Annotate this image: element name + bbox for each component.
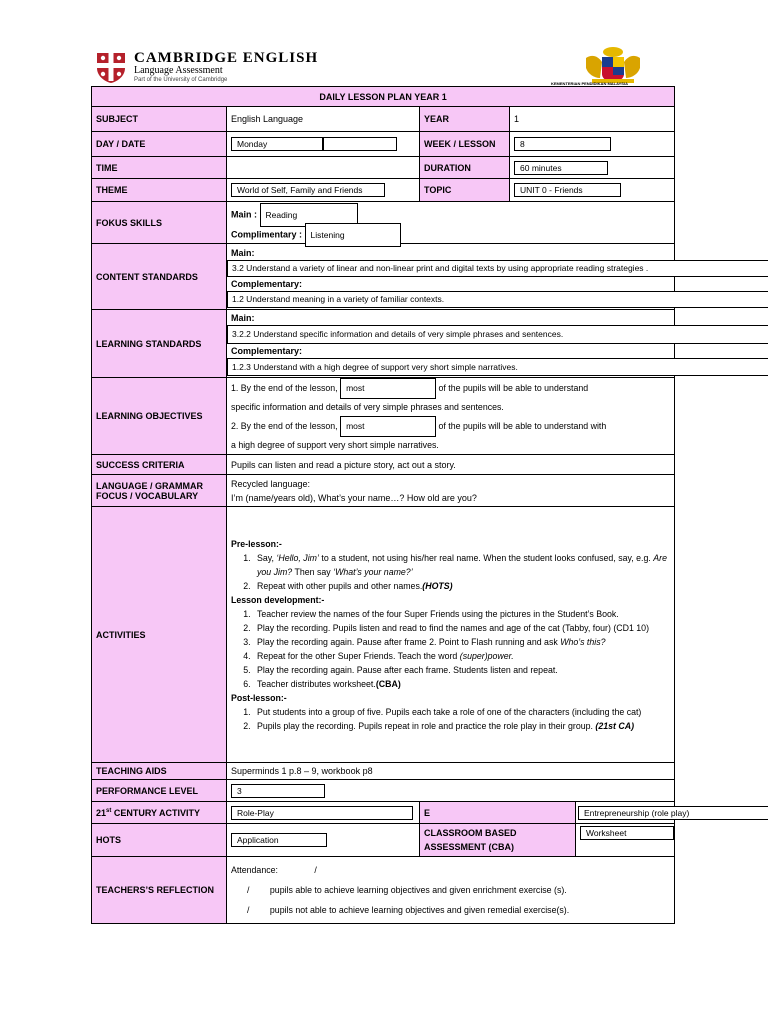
- reflection-label: TEACHERS’S REFLECTION: [92, 857, 227, 924]
- topic-value: UNIT 0 - Friends: [514, 183, 621, 197]
- performance-row: [92, 780, 675, 802]
- attendance-separator: /: [314, 865, 317, 875]
- development-item: 3. Play the recording again. Pause after frame 2. Point to Flash running and ask Who’s this?: [253, 635, 670, 649]
- day-label: DAY / DATE: [92, 132, 227, 157]
- performance-cell: [227, 780, 675, 802]
- pre-lesson-item: 2. Repeat with other pupils and other names.(HOTS): [253, 579, 670, 593]
- duration-cell: [510, 157, 675, 179]
- content-standards-cell: [227, 244, 675, 310]
- week-label: WEEK / LESSON: [420, 132, 510, 157]
- content-comp-value: 1.2 Understand meaning in a variety of familiar contexts.: [227, 291, 768, 308]
- time-row: [92, 157, 675, 179]
- post-lesson-item: 1. Put students into a group of five. Pupils each take a role of one of the characters (including the cat): [253, 705, 670, 719]
- post-lesson-list: [231, 705, 670, 733]
- crest-caption: KEMENTERIAN PENDIDIKAN MALAYSIA: [551, 81, 628, 86]
- content-standards-label: CONTENT STANDARDS: [92, 244, 227, 310]
- theme-label: THEME: [92, 179, 227, 202]
- content-comp-label: Complementary:: [231, 278, 303, 289]
- pre-lesson-label: Pre-lesson:-: [231, 538, 282, 549]
- lesson-development-label: Lesson development:-: [231, 594, 325, 605]
- theme-cell: [227, 179, 420, 202]
- subject-row: [92, 107, 675, 132]
- obj1-post: of the pupils will be able to understand: [438, 382, 589, 393]
- obj1-box: most: [340, 378, 436, 399]
- century-cell: [227, 802, 420, 824]
- content-main-label: Main:: [231, 247, 255, 258]
- century-row: [92, 802, 675, 824]
- ee-value: Entrepreneurship (role play): [578, 806, 768, 820]
- subject-label: SUBJECT: [92, 107, 227, 132]
- week-value: 8: [514, 137, 611, 151]
- learning-main-value: 3.2.2 Understand specific information and details of very simple phrases and sentences.: [227, 325, 768, 344]
- learning-comp-label: Complementary:: [231, 346, 303, 356]
- logo-title: CAMBRIDGE ENGLISH: [134, 50, 319, 66]
- day-row: [92, 132, 675, 157]
- language-row: [92, 475, 675, 507]
- learning-main-label: Main:: [231, 313, 255, 323]
- theme-row: [92, 179, 675, 202]
- fokus-main-value: Reading: [260, 203, 358, 227]
- teaching-aids-label: TEACHING AIDS: [92, 763, 227, 780]
- success-label: SUCCESS CRITERIA: [92, 455, 227, 475]
- objectives-label: LEARNING OBJECTIVES: [92, 378, 227, 455]
- fokus-label: FOKUS SKILLS: [92, 202, 227, 244]
- cba-label: CLASSROOM BASED ASSESSMENT (CBA): [420, 824, 576, 857]
- activities-label: ACTIVITIES: [92, 507, 227, 763]
- reflection-1-separator: /: [247, 885, 250, 895]
- lesson-plan-table: [91, 86, 690, 924]
- plan-title: DAILY LESSON PLAN YEAR 1: [92, 87, 675, 107]
- activities-row: [92, 507, 675, 763]
- day-cell: [227, 132, 420, 157]
- fokus-main-label: Main :: [231, 208, 257, 219]
- reflection-2-separator: /: [247, 905, 250, 915]
- post-lesson-label: Post-lesson:-: [231, 692, 287, 703]
- date-box: [323, 137, 397, 151]
- obj1-line2: specific information and details of very simple phrases and sentences.: [231, 402, 504, 412]
- duration-value: 60 minutes: [514, 161, 608, 175]
- language-cell: [227, 475, 675, 507]
- success-value: Pupils can listen and read a picture story, act out a story.: [227, 455, 675, 475]
- learning-comp-value: 1.2.3 Understand with a high degree of support very short simple narratives.: [227, 358, 768, 376]
- obj1-pre: 1. By the end of the lesson,: [231, 382, 338, 393]
- theme-value: World of Self, Family and Friends: [231, 183, 385, 197]
- hots-value: Application: [231, 833, 327, 847]
- performance-label: PERFORMANCE LEVEL: [92, 780, 227, 802]
- content-standards-row: [92, 244, 675, 310]
- learning-standards-row: [92, 310, 675, 378]
- fokus-comp-value: Listening: [305, 223, 401, 247]
- time-value: [227, 157, 420, 179]
- development-item: 1. Teacher review the names of the four Super Friends using the pictures in the Student’s Book.: [253, 607, 670, 621]
- attendance-label: Attendance:: [231, 865, 278, 875]
- reflection-2-text: pupils not able to achieve learning objectives and given remedial exercise(s).: [269, 905, 570, 915]
- ee-cell: [576, 802, 690, 824]
- performance-value: 3: [231, 784, 325, 798]
- fokus-cell: [227, 202, 675, 244]
- reflection-row: [92, 857, 675, 924]
- development-item: 2. Play the recording. Pupils listen and read to find the names and age of the cat (Tabby, four) (CD1 10): [253, 621, 670, 635]
- logo-tagline: Part of the University of Cambridge: [134, 77, 228, 83]
- obj2-line2: a high degree of support very short simple narratives.: [231, 440, 439, 450]
- post-lesson-item: 2. Pupils play the recording. Pupils repeat in role and practice the role play in their group. (21st CA): [253, 719, 670, 733]
- language-label: [92, 475, 227, 507]
- learning-standards-cell: [227, 310, 675, 378]
- success-row: [92, 455, 675, 475]
- time-label: TIME: [92, 157, 227, 179]
- development-item: 4. Repeat for the other Super Friends. Teach the word (super)power.: [253, 649, 670, 663]
- learning-standards-label: LEARNING STANDARDS: [92, 310, 227, 378]
- fokus-row: [92, 202, 675, 244]
- obj2-post: of the pupils will be able to understand with: [438, 420, 607, 431]
- content-main-value: 3.2 Understand a variety of linear and non-linear print and digital texts by using appropriate reading strategies .: [227, 260, 768, 277]
- language-label-2: FOCUS / VOCABULARY: [96, 490, 199, 501]
- lesson-development-list: [231, 607, 670, 691]
- year-value: 1: [510, 107, 675, 132]
- language-line2: I’m (name/years old), What’s your name…? How old are you?: [231, 492, 477, 503]
- pre-lesson-item: 1. Say, ‘Hello, Jim’ to a student, not using his/her real name. When the student looks confused, say, e.g. Are you Jim? Then say ‘What’s your name?’: [253, 551, 670, 579]
- reflection-cell: [227, 857, 675, 924]
- obj2-box: most: [340, 416, 436, 437]
- ee-label: E: [420, 802, 576, 824]
- cba-cell: [576, 824, 675, 857]
- cba-value: Worksheet: [580, 826, 674, 840]
- teaching-aids-value: Superminds 1 p.8 – 9, workbook p8: [227, 763, 675, 780]
- century-value: Role-Play: [231, 806, 413, 820]
- malaysia-crest-icon: [578, 44, 648, 84]
- obj2-pre: 2. By the end of the lesson,: [231, 420, 338, 431]
- teaching-aids-row: [92, 763, 675, 780]
- cambridge-logo: [96, 50, 336, 86]
- hots-cell: [227, 824, 420, 857]
- objectives-row: [92, 378, 675, 455]
- topic-cell: [510, 179, 675, 202]
- plan-title-row: [92, 87, 675, 107]
- cambridge-shield-icon: [96, 52, 126, 84]
- development-item: 5. Play the recording again. Pause after each frame. Students listen and repeat.: [253, 663, 670, 677]
- day-value: Monday: [231, 137, 323, 151]
- objectives-cell: [227, 378, 675, 455]
- duration-label: DURATION: [420, 157, 510, 179]
- hots-row: [92, 824, 675, 857]
- language-line1: Recycled language:: [231, 478, 311, 489]
- development-item: 6. Teacher distributes worksheet.(CBA): [253, 677, 670, 691]
- pre-lesson-list: [231, 551, 670, 593]
- logo-subtitle: Language Assessment: [134, 65, 223, 76]
- topic-label: TOPIC: [420, 179, 510, 202]
- week-cell: [510, 132, 675, 157]
- hots-label: HOTS: [92, 824, 227, 857]
- language-label-1: LANGUAGE / GRAMMAR: [96, 480, 203, 491]
- activities-cell: [227, 507, 675, 763]
- year-label: YEAR: [420, 107, 510, 132]
- fokus-comp-label: Complimentary :: [231, 228, 303, 239]
- subject-value: English Language: [227, 107, 420, 132]
- reflection-1-text: pupils able to achieve learning objectives and given enrichment exercise (s).: [269, 885, 567, 895]
- century-label: 21st CENTURY ACTIVITY: [92, 802, 227, 824]
